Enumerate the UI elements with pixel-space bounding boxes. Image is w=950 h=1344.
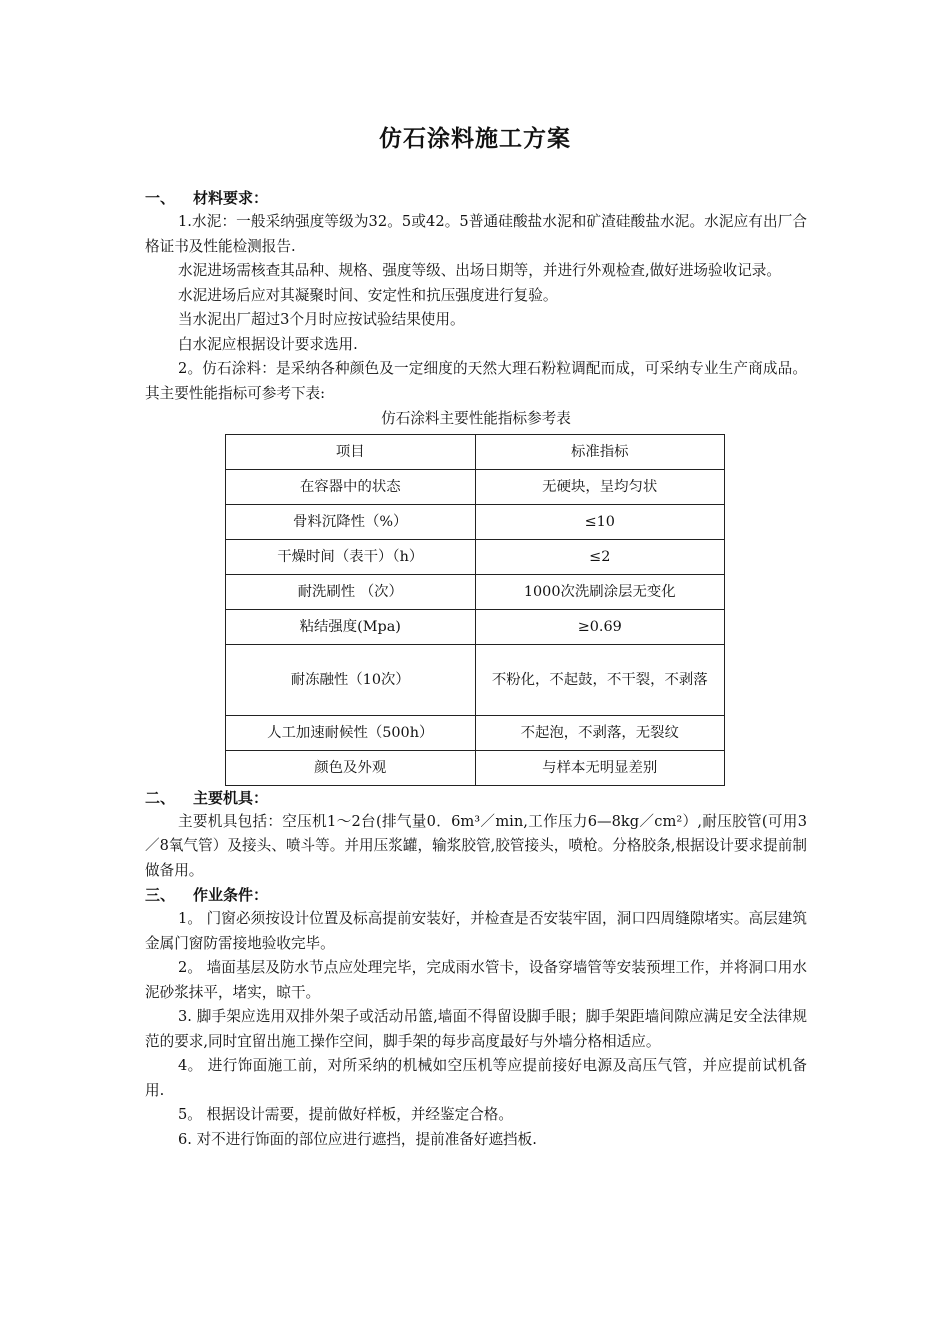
paragraph: 3. 脚手架应选用双排外架子或活动吊篮,墙面不得留设脚手眼；脚手架距墙间隙应满足安全法律规范的要求,同时宜留出施工操作空间，脚手架的每步高度最好与外墙分格相适应。: [145, 1008, 807, 1050]
paragraph: 当水泥出厂超过3个月时应按试验结果使用。: [178, 311, 465, 328]
table-cell: ≤2: [475, 539, 725, 574]
table-cell: ≥0.69: [475, 609, 725, 644]
table-cell: 粘结强度(Mpa): [226, 609, 476, 644]
spec-table: [225, 434, 725, 786]
paragraph: 1.水泥：一般采纳强度等级为32。5或42。5普通硅酸盐水泥和矿渣硅酸盐水泥。水泥应有出厂合格证书及性能检测报告.: [145, 213, 807, 255]
table-cell: ≤10: [475, 504, 725, 539]
section-heading-materials: [145, 186, 807, 210]
table-row: [226, 469, 725, 504]
section-title: 作业条件：: [193, 886, 269, 904]
document-body: [145, 186, 807, 1152]
table-caption: 仿石涂料主要性能指标参考表: [381, 410, 571, 427]
table-cell: 不起泡，不剥落，无裂纹: [475, 715, 725, 750]
paragraph: 主要机具包括：空压机1～2台(排气量0．6m³／min,工作压力6—8kg／cm²）,耐压胶管(可用3／8氧气管）及接头、喷斗等。并用压浆罐，输浆胶管,胶管接头，喷枪。分格胶条,根据设计要求提前制做备用。: [145, 812, 807, 879]
paragraph: 水泥进场后应对其凝聚时间、安定性和抗压强度进行复验。: [178, 286, 558, 304]
section-number: 一、: [145, 189, 176, 207]
paragraph: 2。 墙面基层及防水节点应处理完毕，完成雨水管卡，设备穿墙管等安装预埋工作，并将洞口用水泥砂浆抹平，堵实，晾干。: [145, 959, 807, 1001]
table-cell: 1000次洗刷涂层无变化: [475, 574, 725, 609]
paragraph: 4。 进行饰面施工前，对所采纳的机械如空压机等应提前接好电源及高压气管，并应提前试机备用.: [145, 1057, 807, 1099]
paragraph: 1。 门窗必须按设计位置及标高提前安装好，并检查是否安装牢固，洞口四周缝隙堵实。高层建筑金属门窗防雷接地验收完毕。: [145, 910, 807, 952]
table-header-cell: 项目: [226, 434, 476, 469]
table-row: [226, 609, 725, 644]
section-title: 材料要求：: [193, 189, 269, 207]
table-cell: 与样本无明显差别: [475, 750, 725, 785]
paragraph: 水泥进场需核查其品种、规格、强度等级、出场日期等，并进行外观检查,做好进场验收记录。: [178, 262, 781, 279]
section-title: 主要机具：: [193, 788, 269, 807]
table-header-row: [226, 434, 725, 469]
paragraph: 6. 对不进行饰面的部位应进行遮挡，提前准备好遮挡板.: [178, 1130, 537, 1148]
table-cell: 耐洗刷性 （次）: [226, 574, 476, 609]
table-row: [226, 574, 725, 609]
paragraph: 白水泥应根据设计要求选用.: [178, 335, 358, 353]
table-cell: 干燥时间（表干）（h）: [226, 539, 476, 574]
table-row: [226, 539, 725, 574]
paragraph: 2。仿石涂料：是采纳各种颜色及一定细度的天然大理石粉粒调配而成，可采纳专业生产商成品。其主要性能指标可参考下表:: [145, 360, 807, 402]
table-cell: 耐冻融性（10次）: [226, 644, 476, 715]
paragraph: 5。 根据设计需要，提前做好样板，并经鉴定合格。: [178, 1106, 513, 1123]
table-row: [226, 644, 725, 715]
section-heading-conditions: [145, 883, 807, 907]
table-row: [226, 715, 725, 750]
section-number: 三、: [145, 886, 176, 904]
table-cell: 人工加速耐候性（500h）: [226, 715, 476, 750]
table-cell: 骨料沉降性（%）: [226, 504, 476, 539]
section-heading-equipment: [145, 786, 807, 810]
table-cell: 在容器中的状态: [226, 469, 476, 504]
table-row: [226, 750, 725, 785]
table-cell: 无硬块，呈均匀状: [475, 469, 725, 504]
document-title: 仿石涂料施工方案: [379, 126, 571, 152]
table-header-cell: 标准指标: [475, 434, 725, 469]
section-number: 二、: [145, 788, 176, 807]
table-cell: 不粉化，不起鼓，不干裂，不剥落: [475, 644, 725, 715]
table-cell: 颜色及外观: [226, 750, 476, 785]
table-row: [226, 504, 725, 539]
